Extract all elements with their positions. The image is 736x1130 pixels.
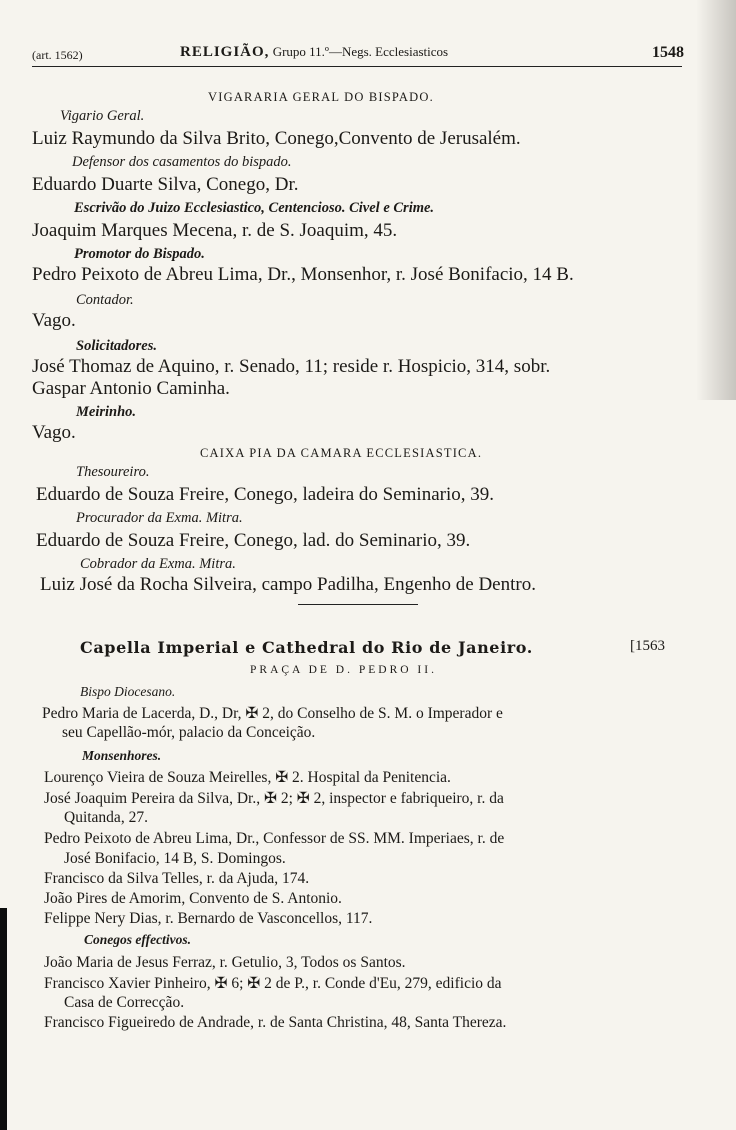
- entry-line: Pedro Peixoto de Abreu Lima, Dr., Monsenhor, r. José Bonifacio, 14 B.: [32, 264, 574, 285]
- entry-line: Luiz Raymundo da Silva Brito, Conego,Convento de Jerusalém.: [32, 128, 521, 149]
- header-rule: [32, 66, 682, 67]
- role-label: Bispo Diocesano.: [80, 684, 176, 699]
- entry-line: Vago.: [32, 422, 76, 443]
- role-label: Vigario Geral.: [60, 108, 145, 124]
- entry-line: Lourenço Vieira de Souza Meirelles, ✠ 2. Hospital da Penitencia.: [44, 769, 451, 786]
- entry-line: Gaspar Antonio Caminha.: [32, 378, 230, 399]
- entry-line: Eduardo Duarte Silva, Conego, Dr.: [32, 174, 299, 195]
- entry-line: Eduardo de Souza Freire, Conego, ladeira do Seminario, 39.: [36, 484, 494, 505]
- entry-line: João Maria de Jesus Ferraz, r. Getulio, 3, Todos os Santos.: [44, 954, 406, 971]
- article-number: [1563: [630, 638, 665, 654]
- role-label: Procurador da Exma. Mitra.: [76, 510, 243, 526]
- entry-line: seu Capellão-mór, palacio da Conceição.: [62, 724, 316, 741]
- entry-line: Eduardo de Souza Freire, Conego, lad. do Seminario, 39.: [36, 530, 471, 551]
- role-label: Monsenhores.: [82, 748, 162, 763]
- section-heading-vigararia: VIGARARIA GERAL DO BISPADO.: [208, 90, 434, 104]
- entry-line: Pedro Peixoto de Abreu Lima, Dr., Confessor de SS. MM. Imperiaes, r. de: [44, 830, 505, 847]
- role-label: Meirinho.: [76, 404, 137, 420]
- entry-line: Casa de Correcção.: [64, 994, 185, 1011]
- entry-line: José Bonifacio, 14 B, S. Domingos.: [64, 850, 286, 867]
- page-number: 1548: [652, 44, 684, 61]
- running-title-rest: Grupo 11.º—Negs. Ecclesiasticos: [269, 44, 449, 59]
- entry-line: João Pires de Amorim, Convento de S. Antonio.: [44, 890, 342, 907]
- article-range: (art. 1562): [32, 48, 83, 62]
- running-title-main: RELIGIÃO,: [180, 44, 270, 60]
- entry-line: Luiz José da Rocha Silveira, campo Padilha, Engenho de Dentro.: [40, 574, 536, 595]
- entry-line: Joaquim Marques Mecena, r. de S. Joaquim, 45.: [32, 220, 398, 241]
- page-header: [32, 44, 684, 66]
- entry-line: José Joaquim Pereira da Silva, Dr., ✠ 2; ✠ 2, inspector e fabriqueiro, r. da: [44, 790, 504, 807]
- role-label: Contador.: [76, 292, 134, 308]
- binding-edge: [0, 908, 7, 1130]
- role-label: Solicitadores.: [76, 338, 157, 354]
- role-label: Cobrador da Exma. Mitra.: [80, 556, 236, 572]
- entry-line: José Thomaz de Aquino, r. Senado, 11; reside r. Hospicio, 314, sobr.: [32, 356, 551, 377]
- entry-line: Francisco Xavier Pinheiro, ✠ 6; ✠ 2 de P., r. Conde d'Eu, 279, edificio da: [44, 975, 502, 992]
- entry-line: Vago.: [32, 310, 76, 331]
- role-label: Defensor dos casamentos do bispado.: [72, 154, 292, 170]
- capella-title: Capella Imperial e Cathedral do Rio de Janeiro.: [80, 638, 533, 657]
- section-heading-caixa: CAIXA PIA DA CAMARA ECCLESIASTICA.: [200, 446, 483, 460]
- entry-line: Pedro Maria de Lacerda, D., Dr, ✠ 2, do Conselho de S. M. o Imperador e: [42, 705, 503, 722]
- role-label: Thesoureiro.: [76, 464, 150, 480]
- running-title: [180, 44, 448, 61]
- role-label: Escrivão do Juizo Ecclesiastico, Centencioso. Civel e Crime.: [74, 200, 435, 216]
- scan-edge-shadow: [696, 0, 736, 400]
- section-divider: [298, 604, 418, 605]
- role-label: Conegos effectivos.: [84, 932, 191, 947]
- role-label: Promotor do Bispado.: [74, 246, 205, 262]
- entry-line: Quitanda, 27.: [64, 809, 148, 826]
- entry-line: Francisco Figueiredo de Andrade, r. de Santa Christina, 48, Santa Thereza.: [44, 1014, 507, 1031]
- capella-subtitle: PRAÇA DE D. PEDRO II.: [250, 664, 437, 676]
- entry-line: Francisco da Silva Telles, r. da Ajuda, 174.: [44, 870, 310, 887]
- entry-line: Felippe Nery Dias, r. Bernardo de Vasconcellos, 117.: [44, 910, 373, 927]
